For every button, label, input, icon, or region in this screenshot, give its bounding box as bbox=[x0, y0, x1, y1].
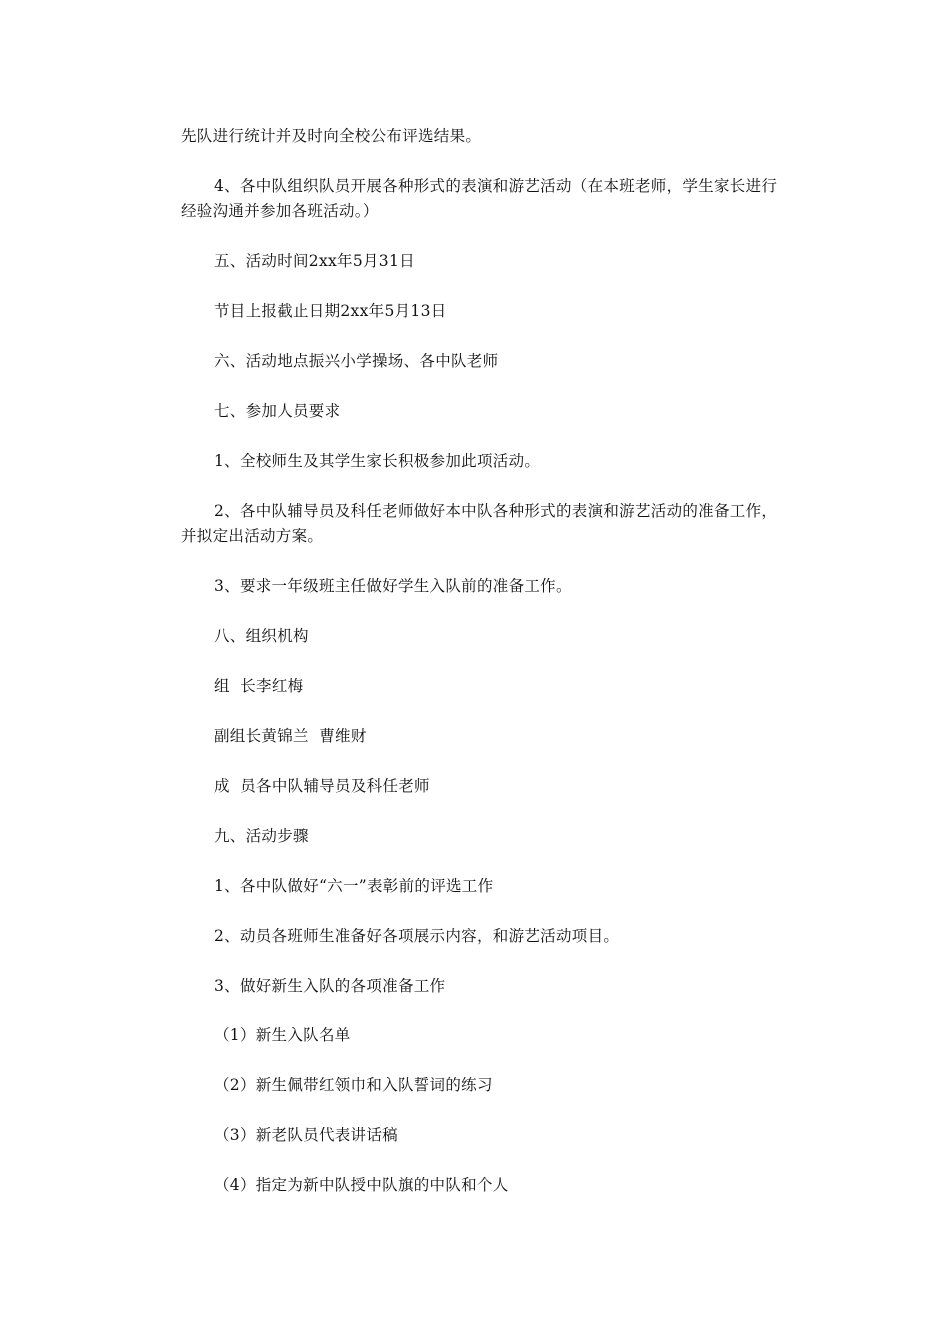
paragraph-members: 成 员各中队辅导员及科任老师 bbox=[214, 777, 430, 795]
list-item-scarf-oath-practice: （2）新生佩带红领巾和入队誓词的练习 bbox=[214, 1076, 493, 1094]
paragraph-team-leader: 组 长李红梅 bbox=[214, 677, 304, 695]
paragraph-item-4-performances: 4、各中队组织队员开展各种形式的表演和游艺活动（在本班老师，学生家长进行经验沟通并参加各班活动。） bbox=[181, 177, 778, 220]
paragraph-requirement-2: 2、各中队辅导员及科任老师做好本中队各种形式的表演和游艺活动的准备工作，并拟定出活动方案。 bbox=[181, 502, 778, 545]
heading-activity-time: 五、活动时间2xx年5月31日 bbox=[214, 252, 415, 270]
paragraph-step-3: 3、做好新生入队的各项准备工作 bbox=[214, 977, 446, 995]
heading-activity-location: 六、活动地点振兴小学操场、各中队老师 bbox=[214, 352, 499, 370]
paragraph-deputy-leaders: 副组长黄锦兰 曹维财 bbox=[214, 727, 367, 745]
list-item-new-member-list: （1）新生入队名单 bbox=[214, 1026, 351, 1044]
heading-activity-steps: 九、活动步骤 bbox=[214, 827, 309, 845]
list-item-flag-presentation: （4）指定为新中队授中队旗的中队和个人 bbox=[214, 1176, 509, 1194]
paragraph-result-announcement: 先队进行统计并及时向全校公布评选结果。 bbox=[181, 127, 482, 145]
paragraph-step-1: 1、各中队做好“六一”表彰前的评选工作 bbox=[214, 877, 494, 895]
list-item-speech-draft: （3）新老队员代表讲话稿 bbox=[214, 1126, 398, 1144]
paragraph-submission-deadline: 节目上报截止日期2xx年5月13日 bbox=[214, 302, 447, 320]
heading-organization: 八、组织机构 bbox=[214, 627, 309, 645]
heading-participant-requirements: 七、参加人员要求 bbox=[214, 402, 341, 420]
paragraph-step-2: 2、动员各班师生准备好各项展示内容，和游艺活动项目。 bbox=[214, 927, 620, 945]
paragraph-requirement-1: 1、全校师生及其学生家长积极参加此项活动。 bbox=[214, 452, 541, 470]
paragraph-requirement-3: 3、要求一年级班主任做好学生入队前的准备工作。 bbox=[214, 577, 572, 595]
